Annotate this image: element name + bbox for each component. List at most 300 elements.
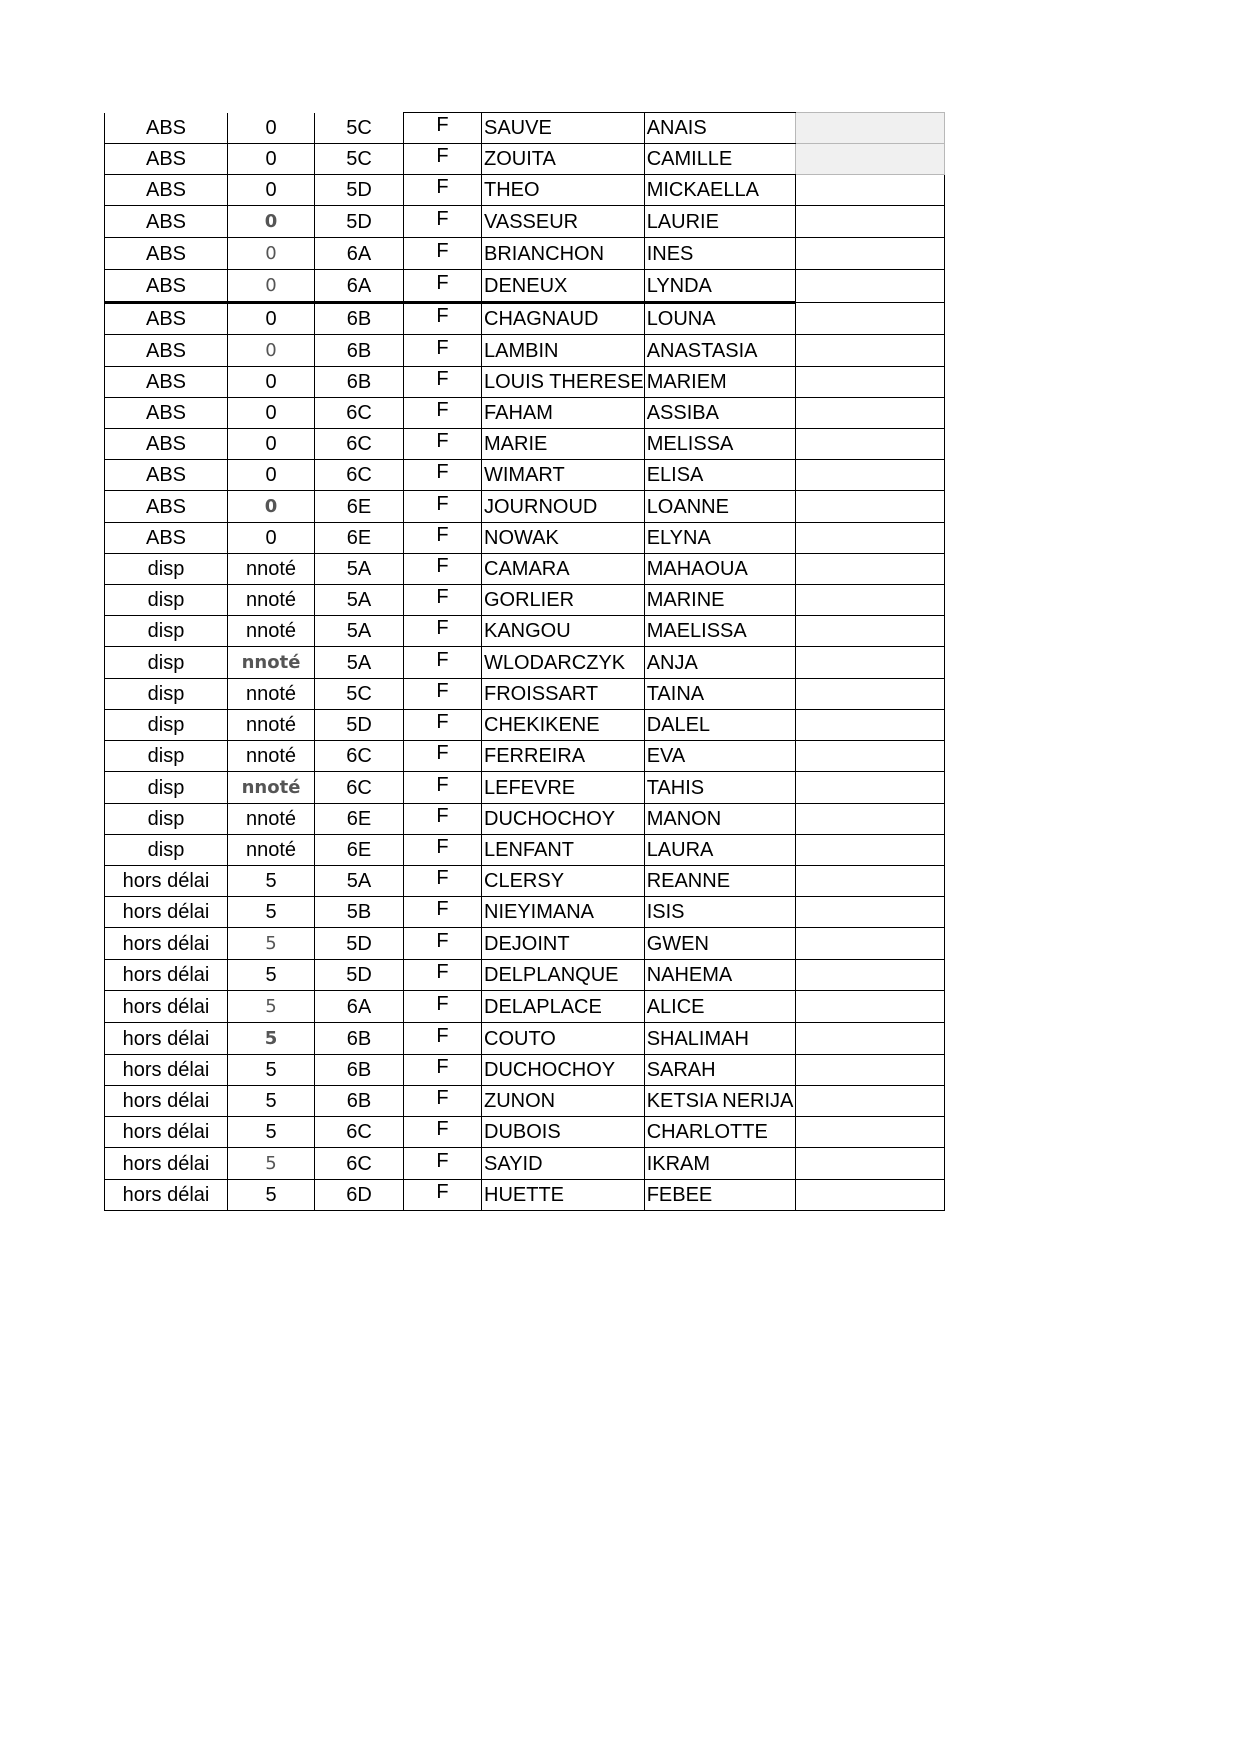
sex-cell — [404, 772, 482, 804]
first-name-cell-text: ELYNA — [646, 527, 711, 549]
first-name-cell-text: MAHAOUA — [646, 558, 748, 580]
grade-cell-text: nnoté — [245, 589, 297, 611]
grade-cell-text: nnoté — [245, 683, 297, 705]
table-row — [105, 144, 945, 175]
sex-cell — [404, 1148, 482, 1180]
table-row — [105, 335, 945, 367]
class-cell-text: 5A — [346, 558, 372, 580]
sex-cell — [404, 866, 482, 897]
status-cell — [105, 960, 228, 991]
grade-cell-text: 0 — [264, 496, 278, 517]
last-name-cell — [482, 554, 645, 585]
status-cell-text: ABS — [145, 495, 187, 518]
grade-cell — [228, 1180, 315, 1211]
first-name-cell-text: IKRAM — [646, 1152, 711, 1175]
class-cell-text: 5D — [346, 179, 372, 201]
sex-cell — [404, 238, 482, 270]
first-name-cell — [644, 175, 795, 206]
sex-cell — [404, 928, 482, 960]
first-name-cell — [644, 429, 795, 460]
empty-cell — [795, 1086, 944, 1117]
grade-cell-text: 0 — [264, 211, 278, 232]
table-row — [105, 928, 945, 960]
empty-cell — [795, 710, 944, 741]
status-cell-text: ABS — [145, 116, 187, 139]
status-cell — [105, 647, 228, 679]
grade-cell — [228, 1086, 315, 1117]
sex-cell — [404, 616, 482, 647]
table-row — [105, 585, 945, 616]
sex-cell — [404, 206, 482, 238]
empty-cell — [795, 679, 944, 710]
last-name-cell — [482, 835, 645, 866]
empty-cell — [795, 866, 944, 897]
grade-cell-text: 5 — [265, 996, 277, 1017]
class-cell-text: 5B — [346, 901, 372, 923]
grade-cell — [228, 960, 315, 991]
grade-cell — [228, 585, 315, 616]
first-name-cell-text: DALEL — [646, 714, 711, 736]
class-cell — [315, 175, 404, 206]
first-name-cell — [644, 1023, 795, 1055]
grade-cell — [228, 175, 315, 206]
last-name-cell-text: FAHAM — [484, 402, 553, 424]
status-cell-text: hors délai — [122, 995, 210, 1018]
grade-cell-text: 5 — [264, 1028, 278, 1049]
class-cell-text: 6C — [346, 1121, 372, 1143]
grade-cell — [228, 335, 315, 367]
grade-cell — [228, 804, 315, 835]
class-cell — [315, 679, 404, 710]
first-name-cell-text: MICKAELLA — [646, 179, 759, 201]
first-name-cell — [644, 1180, 795, 1211]
last-name-cell — [482, 960, 645, 991]
class-cell-text: 5A — [346, 589, 372, 611]
status-cell-text: hors délai — [122, 1027, 210, 1050]
status-cell — [105, 398, 228, 429]
empty-cell — [795, 991, 944, 1023]
class-cell-text: 5D — [346, 210, 372, 233]
table-row — [105, 647, 945, 679]
status-cell-text: disp — [147, 839, 185, 861]
first-name-cell-text: ALICE — [646, 995, 705, 1018]
status-cell-text: hors délai — [122, 1090, 210, 1112]
class-cell — [315, 897, 404, 928]
grade-cell — [228, 1117, 315, 1148]
last-name-cell-text: DELAPLACE — [484, 995, 602, 1018]
class-cell — [315, 960, 404, 991]
last-name-cell-text: ZOUITA — [484, 148, 556, 170]
last-name-cell-text: CAMARA — [484, 558, 570, 580]
table-row — [105, 960, 945, 991]
sex-cell-text: F — [436, 961, 449, 983]
sex-cell-text: F — [436, 1024, 449, 1047]
status-cell — [105, 238, 228, 270]
status-cell — [105, 616, 228, 647]
class-cell — [315, 429, 404, 460]
sex-cell-text: F — [436, 555, 449, 577]
grade-cell-text: 0 — [265, 308, 277, 330]
class-cell-text: 5C — [346, 148, 372, 170]
sex-cell-text: F — [436, 239, 449, 262]
sex-cell-text: F — [436, 742, 449, 764]
class-cell — [315, 1086, 404, 1117]
status-cell-text: ABS — [145, 433, 187, 455]
first-name-cell-text: REANNE — [646, 870, 731, 892]
first-name-cell — [644, 113, 795, 144]
first-name-cell-text: NAHEMA — [646, 964, 733, 986]
sex-cell — [404, 491, 482, 523]
first-name-cell — [644, 1086, 795, 1117]
last-name-cell-text: CHEKIKENE — [484, 714, 600, 736]
first-name-cell — [644, 928, 795, 960]
grade-cell — [228, 398, 315, 429]
grade-cell-text: 5 — [265, 1153, 277, 1174]
class-cell — [315, 710, 404, 741]
sex-cell-text: F — [436, 805, 449, 827]
first-name-cell-text: CHARLOTTE — [646, 1121, 768, 1143]
first-name-cell — [644, 647, 795, 679]
empty-cell — [795, 772, 944, 804]
last-name-cell — [482, 647, 645, 679]
last-name-cell — [482, 206, 645, 238]
grade-cell-text: 5 — [265, 933, 277, 954]
first-name-cell-text: MELISSA — [646, 433, 734, 455]
sex-cell — [404, 554, 482, 585]
status-cell-text: disp — [147, 558, 185, 580]
last-name-cell-text: DELPLANQUE — [484, 964, 619, 986]
class-cell-text: 6B — [346, 339, 372, 362]
grade-cell — [228, 238, 315, 270]
class-cell-text: 6B — [346, 371, 372, 393]
last-name-cell — [482, 928, 645, 960]
status-cell — [105, 710, 228, 741]
sex-cell-text: F — [436, 145, 449, 167]
status-cell — [105, 175, 228, 206]
empty-cell — [795, 1180, 944, 1211]
table-row — [105, 303, 945, 335]
table-row — [105, 616, 945, 647]
first-name-cell — [644, 491, 795, 523]
class-cell — [315, 866, 404, 897]
status-cell — [105, 206, 228, 238]
class-cell-text: 5A — [346, 651, 372, 674]
last-name-cell-text: DUBOIS — [484, 1121, 561, 1143]
first-name-cell-text: KETSIA NERIJA — [646, 1090, 794, 1112]
first-name-cell — [644, 398, 795, 429]
last-name-cell-text: WIMART — [484, 464, 565, 486]
last-name-cell-text: DEJOINT — [484, 932, 570, 955]
sex-cell-text: F — [436, 207, 449, 230]
empty-cell — [795, 1117, 944, 1148]
table-row — [105, 1023, 945, 1055]
status-cell-text: ABS — [145, 242, 187, 265]
first-name-cell-text: TAHIS — [646, 776, 705, 799]
last-name-cell-text: BRIANCHON — [484, 242, 605, 265]
table-row — [105, 460, 945, 491]
last-name-cell-text: THEO — [484, 179, 540, 201]
first-name-cell — [644, 206, 795, 238]
table-row — [105, 491, 945, 523]
table-row — [105, 897, 945, 928]
first-name-cell — [644, 960, 795, 991]
class-cell-text: 6C — [346, 1152, 372, 1175]
first-name-cell-text: ELISA — [646, 464, 704, 486]
last-name-cell-text: FERREIRA — [484, 745, 586, 767]
grade-cell — [228, 866, 315, 897]
sex-cell-text: F — [436, 617, 449, 639]
sex-cell — [404, 523, 482, 554]
last-name-cell — [482, 585, 645, 616]
status-cell — [105, 835, 228, 866]
sex-cell-text: F — [436, 399, 449, 421]
first-name-cell — [644, 460, 795, 491]
sex-cell-text: F — [436, 680, 449, 702]
grade-cell-text: 5 — [265, 1059, 277, 1081]
last-name-cell — [482, 1023, 645, 1055]
class-cell-text: 6A — [346, 242, 372, 265]
first-name-cell — [644, 897, 795, 928]
sex-cell — [404, 1023, 482, 1055]
first-name-cell-text: CAMILLE — [646, 148, 733, 170]
empty-cell — [795, 429, 944, 460]
first-name-cell-text: MARINE — [646, 589, 725, 611]
table-row — [105, 710, 945, 741]
last-name-cell — [482, 616, 645, 647]
first-name-cell-text: SARAH — [646, 1059, 716, 1081]
status-cell — [105, 303, 228, 335]
table-row — [105, 772, 945, 804]
class-cell — [315, 491, 404, 523]
status-cell — [105, 429, 228, 460]
sex-cell — [404, 144, 482, 175]
sex-cell-text: F — [436, 430, 449, 452]
status-cell — [105, 554, 228, 585]
last-name-cell — [482, 523, 645, 554]
empty-cell — [795, 1148, 944, 1180]
class-cell — [315, 303, 404, 335]
table-row — [105, 367, 945, 398]
last-name-cell-text: VASSEUR — [484, 210, 579, 233]
class-cell — [315, 1148, 404, 1180]
empty-cell — [795, 835, 944, 866]
class-cell-text: 6C — [346, 745, 372, 767]
last-name-cell-text: CHAGNAUD — [484, 308, 599, 330]
first-name-cell-text: LYNDA — [646, 274, 712, 297]
grade-cell-text: 0 — [265, 464, 277, 486]
status-cell — [105, 741, 228, 772]
class-cell — [315, 647, 404, 679]
last-name-cell-text: KANGOU — [484, 620, 571, 642]
class-cell — [315, 367, 404, 398]
last-name-cell-text: DUCHOCHOY — [484, 1059, 616, 1081]
sex-cell — [404, 647, 482, 679]
empty-cell — [795, 206, 944, 238]
sex-cell-text: F — [436, 114, 449, 136]
empty-cell — [795, 741, 944, 772]
class-cell — [315, 554, 404, 585]
status-cell-text: hors délai — [122, 1152, 210, 1175]
grade-cell-text: 0 — [265, 116, 277, 139]
sex-cell-text: F — [436, 929, 449, 952]
class-cell — [315, 523, 404, 554]
status-cell-text: ABS — [145, 371, 187, 393]
class-cell — [315, 113, 404, 144]
last-name-cell-text: SAUVE — [484, 117, 552, 139]
grade-cell — [228, 113, 315, 144]
grade-cell — [228, 303, 315, 335]
status-cell-text: disp — [147, 589, 185, 611]
class-cell — [315, 585, 404, 616]
last-name-cell — [482, 367, 645, 398]
class-cell — [315, 1180, 404, 1211]
sex-cell-text: F — [436, 992, 449, 1015]
last-name-cell — [482, 679, 645, 710]
first-name-cell — [644, 303, 795, 335]
grade-cell — [228, 1023, 315, 1055]
sex-cell-text: F — [436, 648, 449, 671]
last-name-cell-text: LENFANT — [484, 839, 575, 861]
sex-cell — [404, 741, 482, 772]
first-name-cell — [644, 523, 795, 554]
first-name-cell — [644, 679, 795, 710]
class-cell-text: 6B — [346, 308, 372, 330]
first-name-cell-text: ANAIS — [646, 117, 707, 139]
sex-cell-text: F — [436, 898, 449, 920]
sex-cell-text: F — [436, 461, 449, 483]
last-name-cell — [482, 1055, 645, 1086]
grade-cell — [228, 991, 315, 1023]
last-name-cell-text: WLODARCZYK — [484, 651, 626, 674]
first-name-cell-text: ANASTASIA — [646, 339, 758, 362]
last-name-cell — [482, 772, 645, 804]
grade-cell-text: 5 — [265, 1121, 277, 1143]
status-cell-text: ABS — [145, 179, 187, 201]
sex-cell-text: F — [436, 305, 449, 327]
status-cell-text: hors délai — [122, 932, 210, 955]
last-name-cell — [482, 303, 645, 335]
table-row — [105, 270, 945, 303]
last-name-cell — [482, 1148, 645, 1180]
first-name-cell-text: ISIS — [646, 901, 685, 923]
last-name-cell-text: CLERSY — [484, 870, 565, 892]
grade-cell-text: 0 — [265, 179, 277, 201]
status-cell — [105, 335, 228, 367]
status-cell — [105, 144, 228, 175]
status-cell-text: ABS — [145, 274, 187, 297]
empty-cell — [795, 554, 944, 585]
empty-cell — [795, 144, 944, 175]
sex-cell-text: F — [436, 271, 449, 294]
class-cell — [315, 206, 404, 238]
status-cell — [105, 897, 228, 928]
status-cell-text: hors délai — [122, 964, 210, 986]
empty-cell — [795, 460, 944, 491]
class-cell — [315, 144, 404, 175]
first-name-cell-text: FEBEE — [646, 1184, 713, 1206]
table-row — [105, 398, 945, 429]
status-cell-text: hors délai — [122, 1184, 210, 1206]
first-name-cell — [644, 616, 795, 647]
first-name-cell — [644, 866, 795, 897]
empty-cell — [795, 113, 944, 144]
table-row — [105, 1055, 945, 1086]
grade-cell-text: nnoté — [245, 620, 297, 642]
last-name-cell — [482, 1117, 645, 1148]
grade-cell-text: 0 — [265, 340, 277, 361]
grade-cell-text: 0 — [265, 243, 277, 264]
class-cell — [315, 928, 404, 960]
grade-cell — [228, 710, 315, 741]
class-cell — [315, 804, 404, 835]
first-name-cell-text: ASSIBA — [646, 402, 719, 424]
last-name-cell-text: NOWAK — [484, 527, 559, 549]
last-name-cell — [482, 897, 645, 928]
grade-cell-text: 5 — [265, 1090, 277, 1112]
grade-cell-text: 0 — [265, 371, 277, 393]
status-cell-text: ABS — [145, 308, 187, 330]
sex-cell-text: F — [436, 492, 449, 515]
sex-cell-text: F — [436, 773, 449, 796]
grade-cell — [228, 928, 315, 960]
grade-cell — [228, 772, 315, 804]
grade-cell — [228, 523, 315, 554]
class-cell-text: 6E — [346, 495, 372, 518]
sex-cell-text: F — [436, 336, 449, 359]
status-cell-text: ABS — [145, 210, 187, 233]
last-name-cell — [482, 710, 645, 741]
status-cell — [105, 1023, 228, 1055]
table-row — [105, 1117, 945, 1148]
class-cell-text: 5C — [346, 683, 372, 705]
grade-cell — [228, 460, 315, 491]
grade-cell-text: 0 — [265, 527, 277, 549]
last-name-cell-text: HUETTE — [484, 1184, 564, 1206]
status-cell — [105, 460, 228, 491]
table-row — [105, 835, 945, 866]
last-name-cell-text: ZUNON — [484, 1090, 556, 1112]
status-cell-text: ABS — [145, 464, 187, 486]
sex-cell — [404, 960, 482, 991]
empty-cell — [795, 647, 944, 679]
sex-cell — [404, 1086, 482, 1117]
sex-cell-text: F — [436, 1181, 449, 1203]
sex-cell — [404, 175, 482, 206]
first-name-cell — [644, 772, 795, 804]
last-name-cell — [482, 1086, 645, 1117]
status-cell-text: disp — [147, 683, 185, 705]
first-name-cell-text: SHALIMAH — [646, 1027, 749, 1050]
sex-cell — [404, 398, 482, 429]
status-cell — [105, 991, 228, 1023]
status-cell-text: disp — [147, 620, 185, 642]
empty-cell — [795, 585, 944, 616]
status-cell — [105, 1180, 228, 1211]
grade-cell — [228, 554, 315, 585]
sex-cell-text: F — [436, 1149, 449, 1172]
first-name-cell — [644, 991, 795, 1023]
sex-cell-text: F — [436, 1087, 449, 1109]
grade-cell — [228, 429, 315, 460]
sex-cell — [404, 835, 482, 866]
first-name-cell-text: GWEN — [646, 932, 709, 955]
status-cell — [105, 1086, 228, 1117]
last-name-cell-text: LEFEVRE — [484, 776, 576, 799]
sex-cell — [404, 710, 482, 741]
class-cell — [315, 1023, 404, 1055]
grade-cell — [228, 741, 315, 772]
first-name-cell — [644, 835, 795, 866]
